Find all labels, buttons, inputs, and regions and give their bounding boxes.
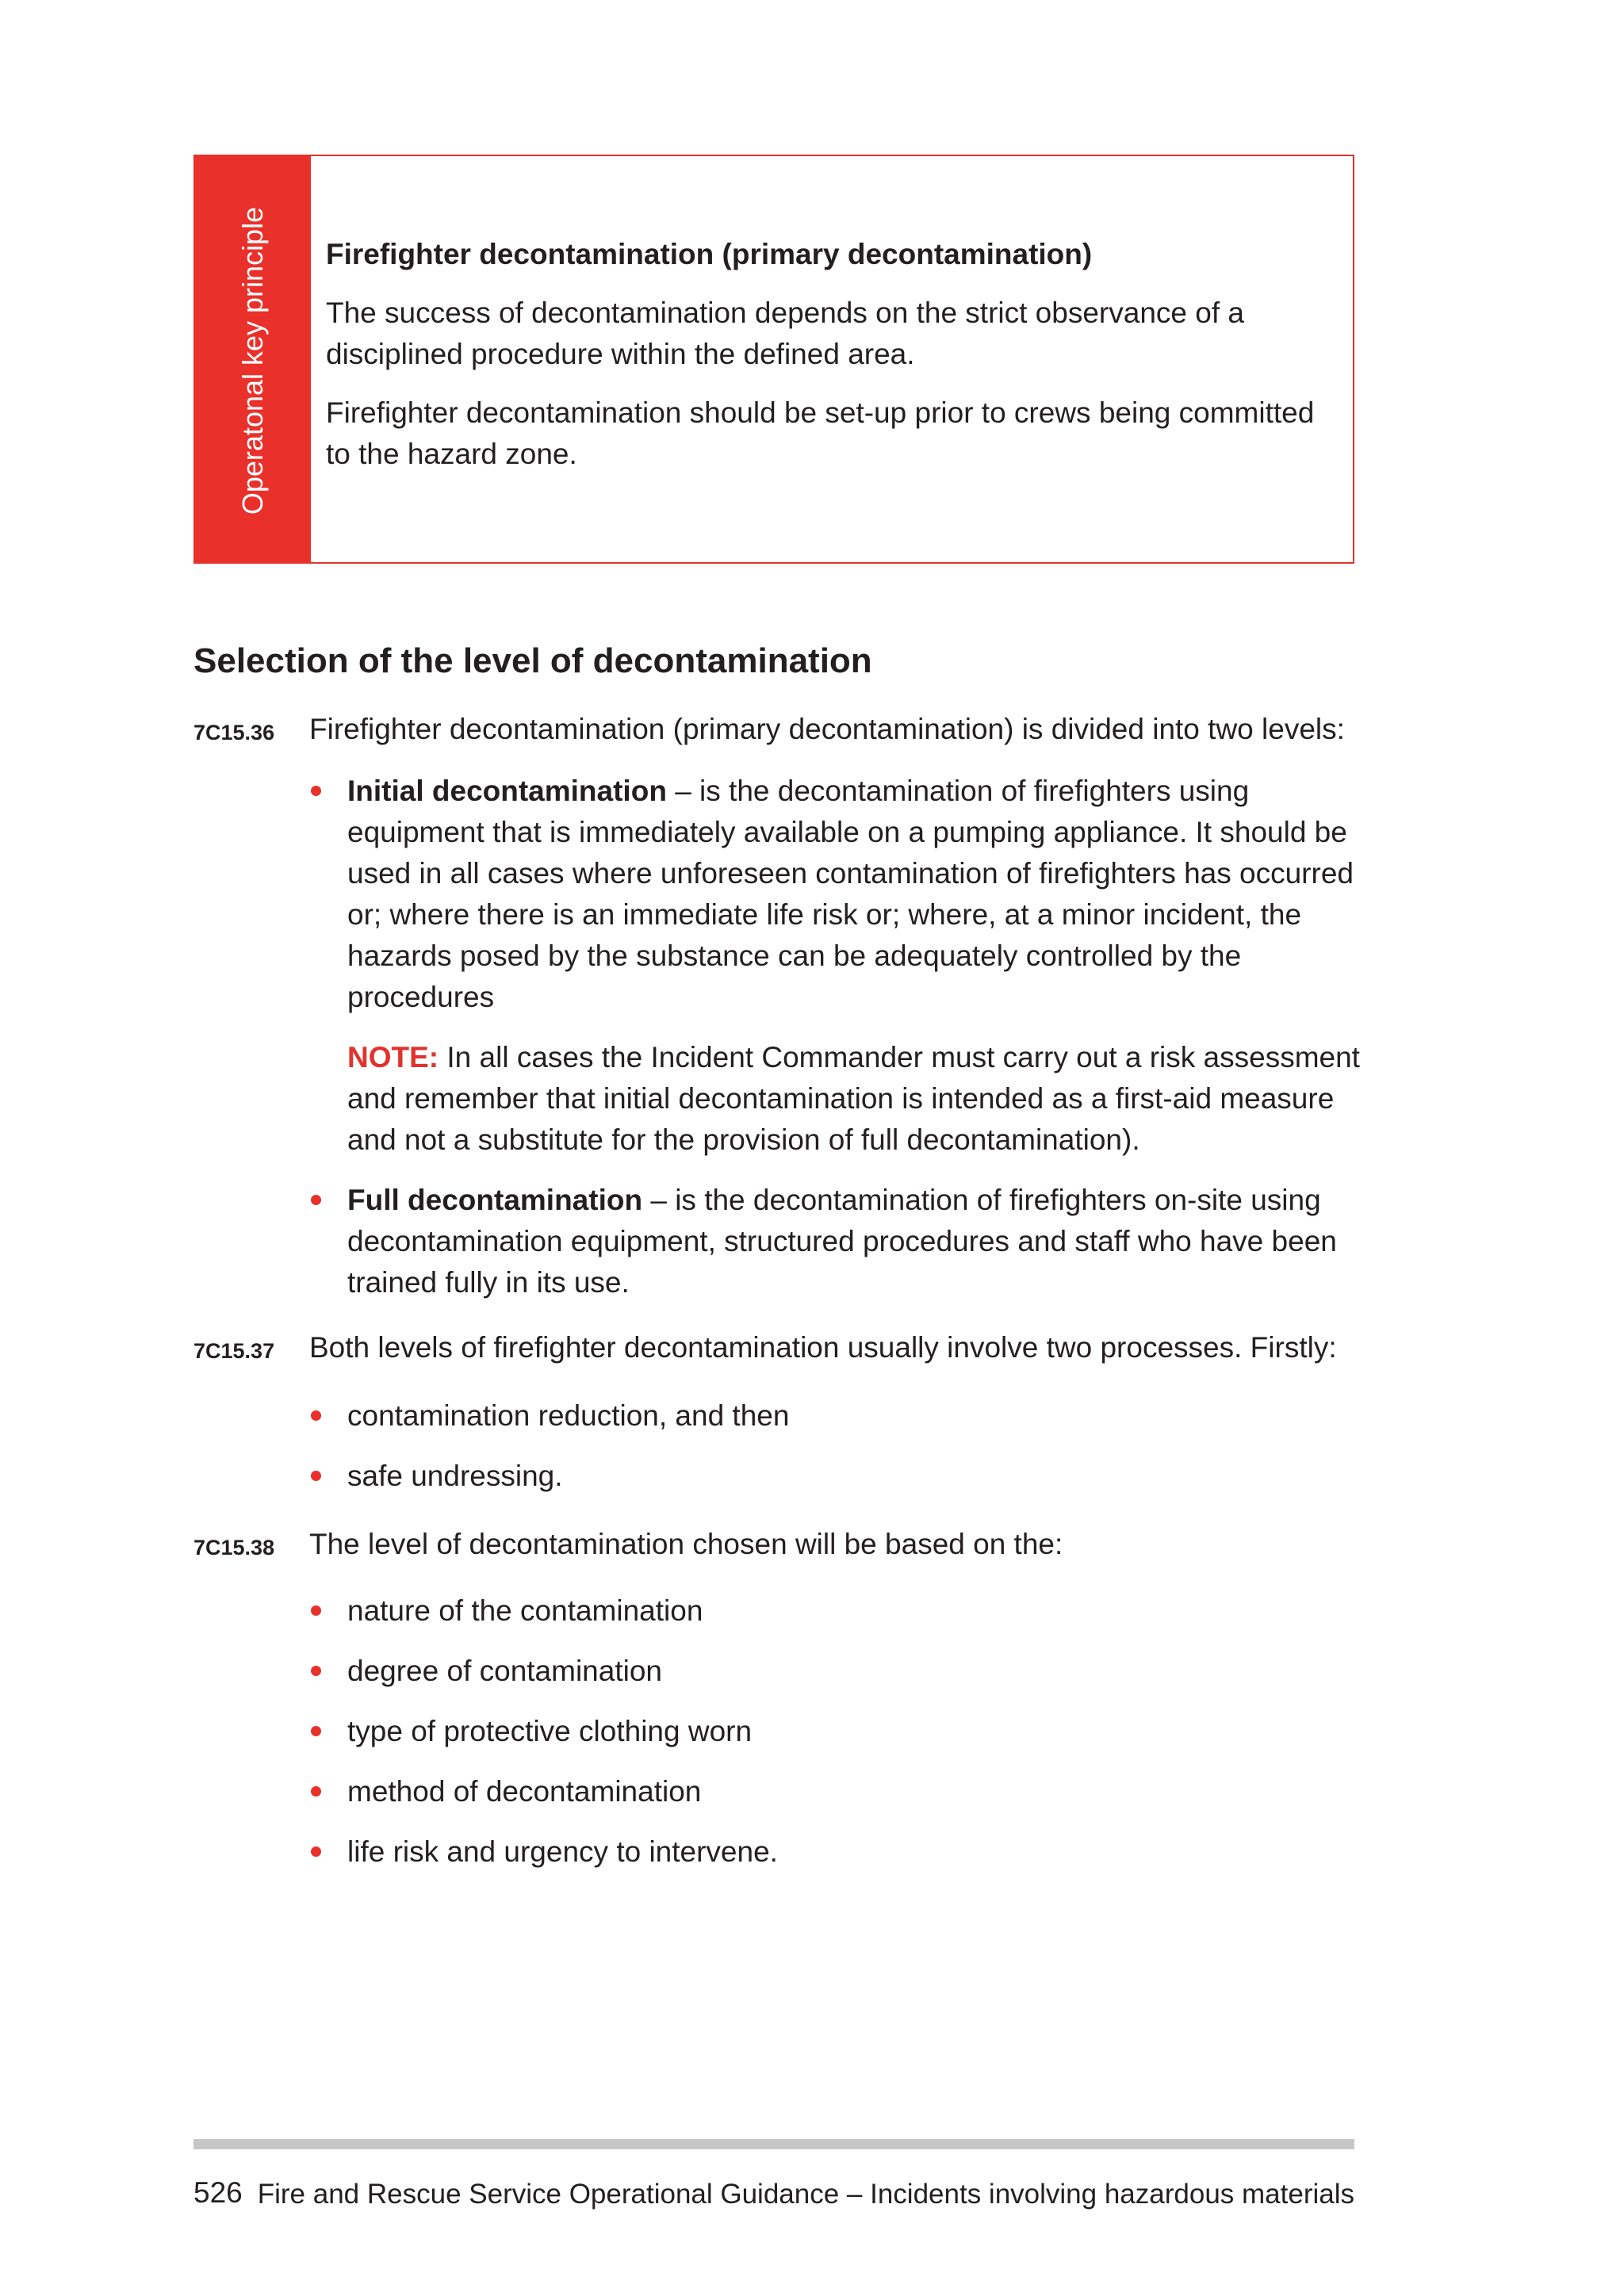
bullet-icon — [311, 1471, 321, 1481]
section-heading: Selection of the level of decontamination — [193, 641, 872, 680]
list-item — [309, 1651, 1364, 1692]
bullet-icon — [311, 1846, 321, 1857]
list-item — [309, 1711, 1364, 1752]
list-item-text: – is the decontamination of firefighters using equipment that is immediately available on a pumping appliance. It should be used in all cases where unforeseen contamination of firefighters has occurred or; where there is an immediate life risk or; where, at a minor incident, the hazards posed by the substance can be adequately controlled by the procedures — [347, 775, 1354, 1013]
bullet-icon — [311, 1786, 321, 1797]
paragraph-number: 7C15.38 — [193, 1536, 275, 1559]
paragraph-text: Firefighter decontamination (primary decontamination) is divided into two levels: — [309, 713, 1345, 745]
list-item — [309, 1395, 1364, 1437]
note — [347, 1037, 1364, 1161]
list-item-text: contamination reduction, and then — [347, 1399, 790, 1432]
key-principle-box — [193, 155, 1354, 564]
list-item-text: degree of contamination — [347, 1655, 662, 1687]
key-principle-paragraph: The success of decontamination depends on the strict observance of a disciplined procedure within the defined area. — [326, 297, 1244, 370]
footer-rule — [193, 2139, 1354, 2149]
note-text: In all cases the Incident Commander must carry out a risk assessment and remember that initial decontamination is intended as a first-aid measure and not a substitute for the provision of full decontamination). — [347, 1041, 1360, 1156]
list-item-text: method of decontamination — [347, 1775, 702, 1808]
bullet-icon — [311, 1410, 321, 1421]
list-item — [309, 1771, 1364, 1812]
decontamination-levels-list — [309, 771, 1364, 1322]
paragraph-7c15-37 — [193, 1327, 1359, 1368]
key-principle-tab-label: Operatonal key principle — [236, 206, 269, 515]
bullet-icon — [311, 1726, 321, 1736]
key-principle-heading: Firefighter decontamination (primary decontamination) — [326, 238, 1093, 270]
bullet-icon — [311, 1666, 321, 1676]
paragraph-text: The level of decontamination chosen will be based on the: — [309, 1528, 1063, 1560]
page-number: 526 — [193, 2176, 243, 2209]
key-principle-paragraph: Firefighter decontamination should be set-up prior to crews being committed to the hazard zone. — [326, 396, 1315, 470]
paragraph-number: 7C15.36 — [193, 721, 275, 744]
selection-criteria-list — [309, 1590, 1364, 1892]
bullet-icon — [311, 786, 321, 796]
list-item-text: life risk and urgency to intervene. — [347, 1835, 778, 1868]
paragraph-7c15-38 — [193, 1524, 1359, 1565]
list-item-term: Full decontamination — [347, 1184, 643, 1216]
list-item-text: nature of the contamination — [347, 1594, 703, 1627]
list-item-text: safe undressing. — [347, 1460, 563, 1492]
list-item — [309, 771, 1364, 1161]
bullet-icon — [311, 1605, 321, 1616]
list-item — [309, 1590, 1364, 1632]
list-item-text: – is the decontamination of firefighters on-site using decontamination equipment, structured procedures and staff who have been trained fully in its use. — [347, 1184, 1337, 1299]
paragraph-number: 7C15.37 — [193, 1339, 275, 1363]
list-item-text: type of protective clothing worn — [347, 1715, 753, 1747]
key-principle-body — [326, 234, 1340, 492]
list-item — [309, 1456, 1364, 1497]
processes-list — [309, 1395, 1364, 1516]
list-item — [309, 1831, 1364, 1873]
paragraph-text: Both levels of firefighter decontamination usually involve two processes. Firstly: — [309, 1331, 1337, 1364]
list-item — [309, 1180, 1364, 1303]
bullet-icon — [311, 1195, 321, 1205]
key-principle-tab — [195, 156, 311, 562]
footer-title: Fire and Rescue Service Operational Guidance – Incidents involving hazardous materials — [257, 2179, 1354, 2210]
paragraph-7c15-36 — [193, 709, 1359, 750]
note-label: NOTE: — [347, 1041, 439, 1073]
list-item-term: Initial decontamination — [347, 775, 667, 807]
